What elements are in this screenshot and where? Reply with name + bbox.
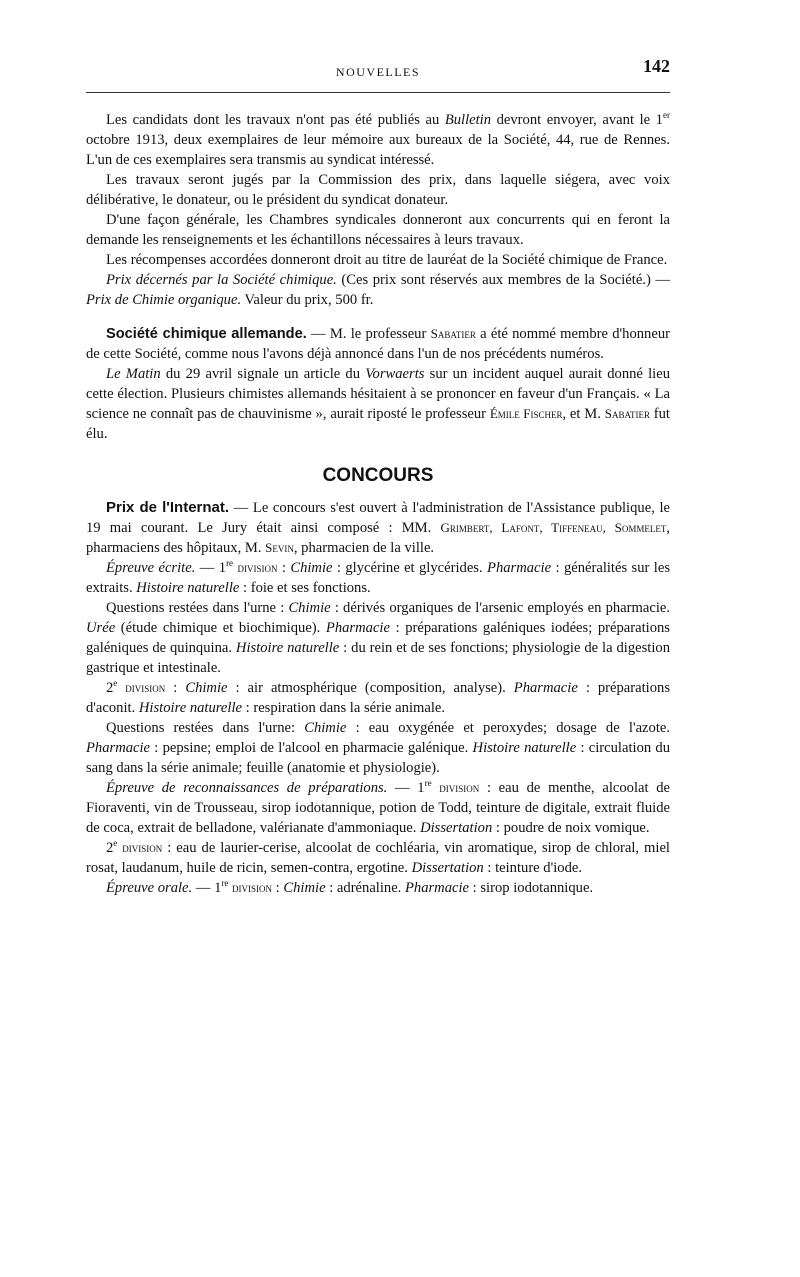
- text: octobre 1913, deux exemplaires de leur mémoire aux bureaux de la Société, 44, rue de Rennes. L'un de ces exemplaires sera transmis au syndicat intéressé.: [86, 132, 670, 168]
- prize-name: Prix de Chimie organique.: [86, 292, 242, 308]
- page-number: 142: [643, 56, 670, 76]
- section-title: CONCOURS: [322, 465, 434, 486]
- text: fut élu.: [86, 406, 670, 442]
- text: — 1: [192, 880, 222, 896]
- text: : préparations galéniques iodées; préparations galéniques de quinquina.: [86, 620, 670, 656]
- text: 2: [106, 680, 114, 696]
- italic-heading: Prix décernés par la Société chimique.: [106, 272, 337, 288]
- paragraph-societe-allemande: [86, 324, 670, 364]
- italic-heading: Épreuve écrite.: [106, 560, 196, 576]
- ordinal-suffix: er: [662, 110, 670, 121]
- person-name: Sevin: [265, 540, 294, 555]
- text: : eau de menthe, alcoolat de Fioraventi, vin de Trousseau, sirop iodotannique, potion de Todd, teinture de digitale, extrait fluide de coca, extrait de belladone, valérianate d'ammoniaque.: [86, 780, 670, 836]
- person-name: Émile Fischer: [489, 406, 563, 421]
- subject: Chimie: [304, 720, 347, 736]
- division-label: division: [125, 680, 166, 695]
- text: — 1: [387, 780, 425, 796]
- subject: Pharmacie: [513, 680, 578, 696]
- text: : air atmosphérique (composition, analyse).: [227, 680, 514, 696]
- paragraph-recompenses: Les récompenses accordées donneront droit au titre de lauréat de la Société chimique de France.: [106, 252, 668, 268]
- paragraph-jugement: Les travaux seront jugés par la Commission des prix, dans laquelle siégera, avec voix délibérative, le donateur, ou le président du syndicat donateur.: [86, 172, 670, 208]
- text: devront envoyer, avant le 1: [491, 112, 663, 128]
- ordinal-suffix: re: [226, 558, 234, 569]
- subject: Pharmacie: [325, 620, 390, 636]
- subject: Histoire naturelle: [136, 580, 240, 596]
- paragraph-chambres-syndicales: D'une façon générale, les Chambres syndicales donneront aux concurrents qui en feront la demande les renseignements et les échantillons nécessaires à leurs travaux.: [86, 212, 670, 248]
- text: :: [272, 880, 284, 896]
- subject: Histoire naturelle: [235, 640, 340, 656]
- text: :: [277, 560, 291, 576]
- subject: Pharmacie: [86, 740, 151, 756]
- division-label: division: [122, 840, 163, 855]
- newspaper-name: Vorwaerts: [365, 366, 425, 382]
- subject: Chimie: [283, 880, 326, 896]
- subject: Pharmacie: [404, 880, 470, 896]
- subject: Chimie: [290, 560, 333, 576]
- news-heading: Prix de l'Internat.: [106, 499, 230, 516]
- news-heading: Société chimique allemande.: [106, 326, 307, 342]
- text: : du rein et de ses fonctions; physiologie de la digestion gastrique et intestinale.: [86, 640, 670, 676]
- paragraph-division-2-ecrite: [86, 678, 670, 718]
- subject: Pharmacie: [487, 560, 552, 576]
- person-name: Sabatier: [604, 406, 650, 421]
- text: — 1: [195, 560, 227, 576]
- paragraph-division-2-reconnaissances: [86, 838, 670, 878]
- division-label: division: [237, 560, 278, 575]
- text: : préparations d'aconit.: [86, 680, 670, 716]
- text: :: [165, 680, 186, 696]
- paragraph-prix-internat: [86, 498, 670, 558]
- text: : respiration dans la série animale.: [241, 700, 446, 716]
- page-body: [86, 110, 670, 898]
- text: du 29 avril signale un article du: [160, 366, 366, 382]
- division-label: division: [439, 780, 480, 795]
- subject: Urée: [86, 620, 116, 636]
- text: : foie et ses fonctions.: [239, 580, 371, 596]
- text: — Le concours s'est ouvert à l'administration de l'Assistance publique, le 19 mai courant. Le Jury était ainsi composé : MM.: [86, 500, 670, 536]
- paragraph-candidats: [86, 110, 670, 170]
- text: Valeur du prix, 500 fr.: [241, 292, 374, 308]
- text: (étude chimique et biochimique).: [115, 620, 326, 636]
- person-name: Sabatier: [430, 326, 476, 341]
- text: : sirop iodotannique.: [469, 880, 594, 896]
- running-title: NOUVELLES: [335, 65, 421, 79]
- paragraph-prix-decernes: [86, 270, 670, 310]
- text: , pharmaciens des hôpitaux, M.: [86, 520, 670, 556]
- ordinal-suffix: re: [424, 778, 432, 789]
- text: : poudre de noix vomique.: [492, 820, 650, 836]
- text: 2: [106, 840, 114, 856]
- text: , pharmacien de la ville.: [293, 540, 435, 556]
- text: a été nommé membre d'honneur de cette Société, comme nous l'avons déjà annoncé dans l'un de nos précédents numéros.: [86, 326, 670, 362]
- text: Les candidats dont les travaux n'ont pas été publiés au: [106, 112, 445, 128]
- ordinal-suffix: e: [113, 838, 118, 849]
- text: Questions restées dans l'urne:: [106, 720, 305, 736]
- text: : dérivés organiques de l'arsenic employés en pharmacie.: [330, 600, 670, 616]
- text: Questions restées dans l'urne :: [106, 600, 289, 616]
- text: : glycérine et glycérides.: [332, 560, 488, 576]
- paragraph-epreuve-ecrite: [86, 558, 670, 598]
- paragraph-questions-urne-2: [86, 718, 670, 778]
- text: : généralités sur les extraits.: [86, 560, 670, 596]
- ordinal-suffix: re: [221, 878, 229, 889]
- text: sur un incident auquel aurait donné lieu cette élection. Plusieurs chimistes allemands hésitaient à se prononcer en faveur d'un Français. « La science ne connaît pas de chauvinisme », aurait riposté le professeur: [86, 366, 670, 422]
- subject: Histoire naturelle: [472, 740, 577, 756]
- subject: Chimie: [288, 600, 331, 616]
- bulletin-title: Bulletin: [444, 112, 492, 128]
- jury-names: Grimbert, Lafont, Tiffeneau, Sommelet: [440, 520, 667, 535]
- ordinal-suffix: e: [113, 678, 118, 689]
- text: : eau oxygénée et peroxydes; dosage de l'azote.: [346, 720, 670, 736]
- subject: Dissertation: [411, 860, 484, 876]
- text: , et M.: [562, 406, 605, 422]
- header-rule: [86, 92, 670, 93]
- newspaper-name: Le Matin: [106, 366, 161, 382]
- paragraph-le-matin: [86, 364, 670, 444]
- paragraph-epreuve-orale: [86, 878, 670, 898]
- text: : teinture d'iode.: [483, 860, 583, 876]
- division-label: division: [232, 880, 273, 895]
- text: — M. le professeur: [306, 326, 431, 342]
- text: : circulation du sang dans la série animale; feuille (anatomie et physiologie).: [86, 740, 671, 776]
- text: : adrénaline.: [325, 880, 405, 896]
- text: (Ces prix sont réservés aux membres de la Société.) —: [336, 272, 670, 288]
- subject: Histoire naturelle: [138, 700, 242, 716]
- text: : eau de laurier-cerise, alcoolat de cochléaria, vin aromatique, sirop de chloral, miel rosat, laudanum, huile de ricin, semen-contra, ergotine.: [86, 840, 670, 876]
- paragraph-questions-urne-1: [86, 598, 670, 678]
- subject: Chimie: [185, 680, 228, 696]
- italic-heading: Épreuve de reconnaissances de préparations.: [106, 780, 388, 796]
- paragraph-reconnaissances: [86, 778, 670, 838]
- italic-heading: Épreuve orale.: [106, 880, 193, 896]
- subject: Dissertation: [420, 820, 493, 836]
- text: : pepsine; emploi de l'alcool en pharmacie galénique.: [150, 740, 473, 756]
- page-header: [86, 56, 670, 86]
